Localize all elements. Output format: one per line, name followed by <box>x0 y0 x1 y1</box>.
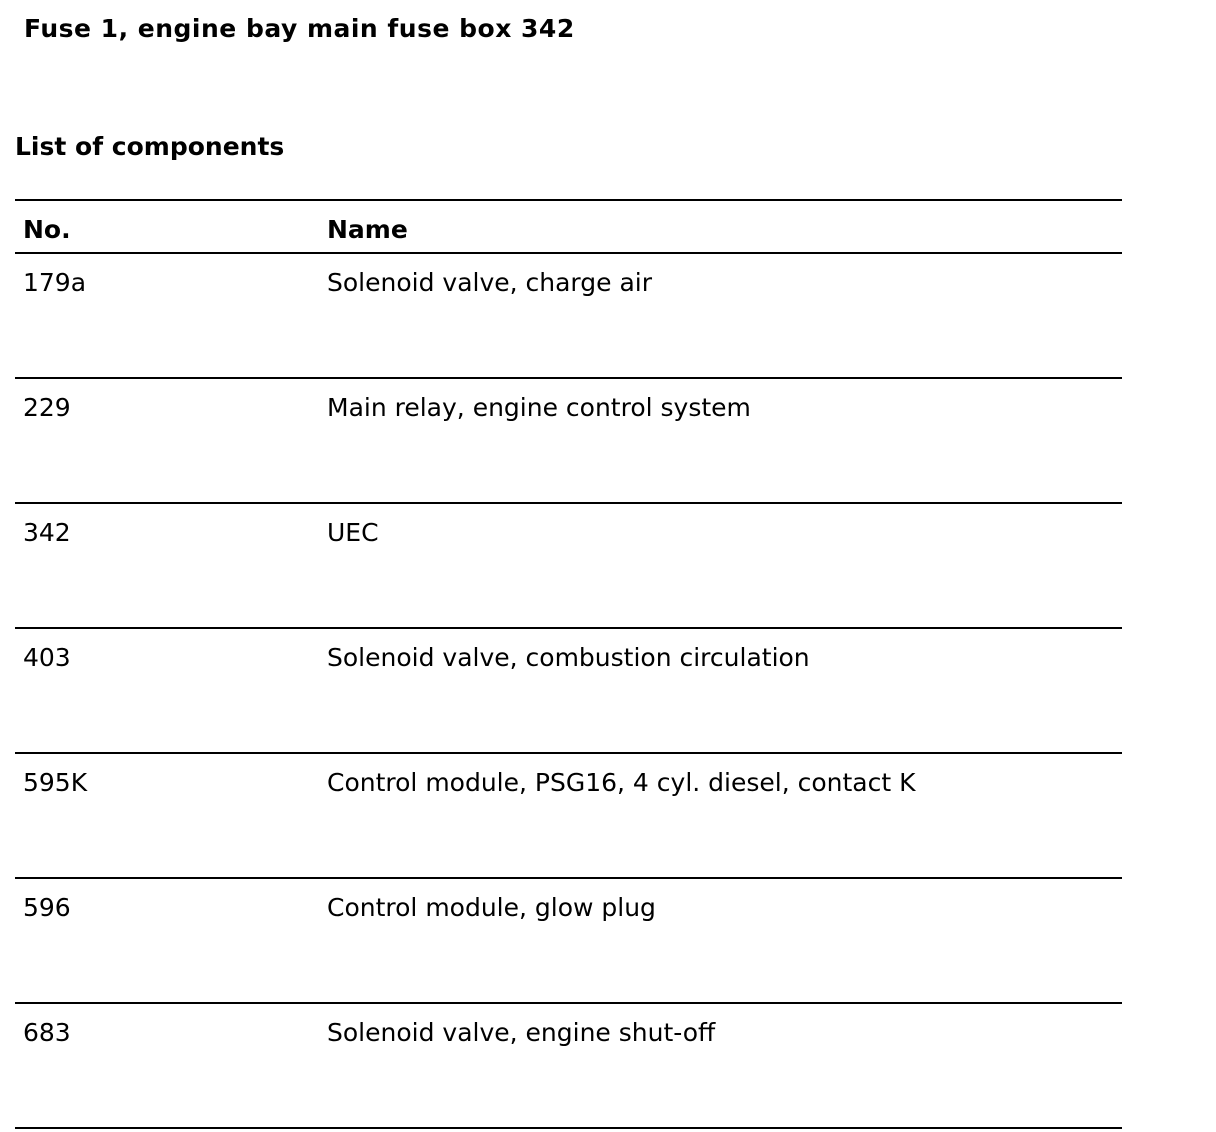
table-header <box>15 199 1122 254</box>
component-name: Solenoid valve, engine shut-off <box>327 1018 716 1047</box>
column-header-name: Name <box>327 215 408 244</box>
component-name: Solenoid valve, combustion circulation <box>327 643 810 672</box>
table-row <box>15 754 1122 879</box>
component-number: 403 <box>23 643 71 672</box>
component-number: 179a <box>23 268 87 297</box>
component-number: 342 <box>23 518 71 547</box>
component-number: 595K <box>23 768 88 797</box>
table-row <box>15 379 1122 504</box>
table-row <box>15 879 1122 1004</box>
table-row <box>15 504 1122 629</box>
table-row <box>15 629 1122 754</box>
column-header-no: No. <box>23 215 71 244</box>
component-name: Control module, PSG16, 4 cyl. diesel, contact K <box>327 768 916 797</box>
page-title: Fuse 1, engine bay main fuse box 342 <box>24 14 575 43</box>
component-name: Solenoid valve, charge air <box>327 268 653 297</box>
component-number: 229 <box>23 393 71 422</box>
section-heading: List of components <box>15 132 285 161</box>
components-table <box>15 199 1122 1129</box>
component-name: Main relay, engine control system <box>327 393 751 422</box>
component-number: 683 <box>23 1018 71 1047</box>
component-name: UEC <box>327 518 379 547</box>
table-row <box>15 1004 1122 1129</box>
component-name: Control module, glow plug <box>327 893 656 922</box>
table-row <box>15 254 1122 379</box>
component-number: 596 <box>23 893 71 922</box>
